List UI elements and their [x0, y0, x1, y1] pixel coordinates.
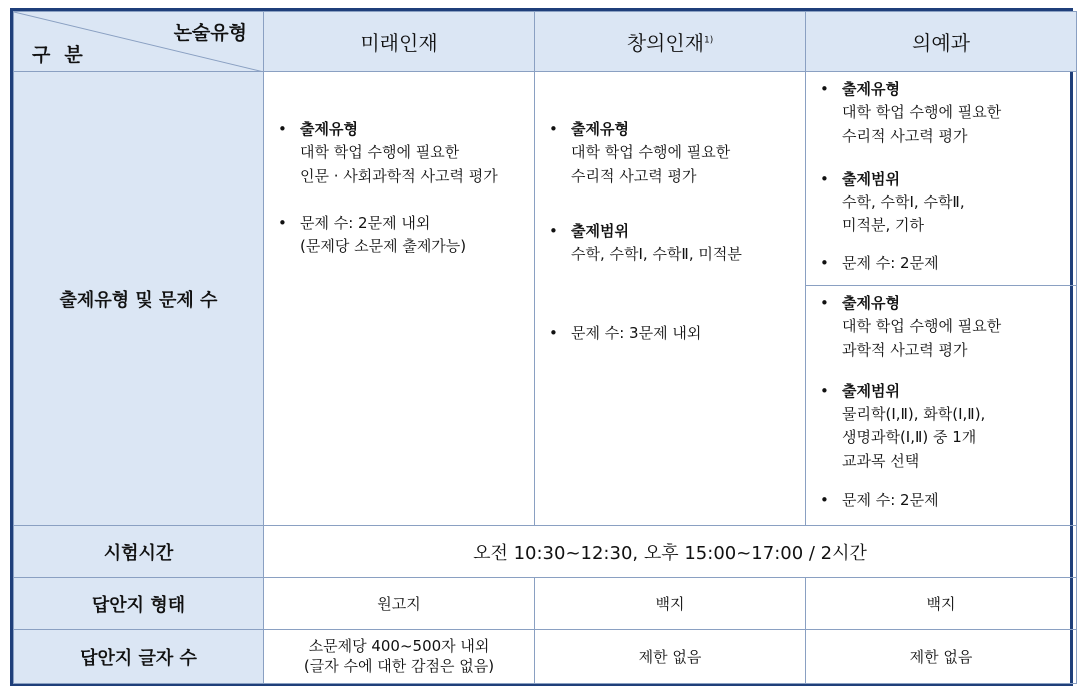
- future-talent-content: • 출제유형 대학 학업 수행에 필요한 인문 · 사회과학적 사고력 평가 • 문제 수: 2문제 내외 (문제당 소문제 출제가능): [264, 72, 535, 526]
- header-creative-talent: 창의인재$^{1)}$: [535, 12, 806, 72]
- admission-table-frame: [10, 8, 1073, 686]
- exam-time-value: 오전 10:30~12:30, 오후 15:00~17:00 / 2시간: [264, 526, 1077, 578]
- answer-chars-future: 소문제당 400~500자 내외 (글자 수에 대한 감점은 없음): [264, 630, 535, 684]
- answer-form-future: 원고지: [264, 578, 535, 630]
- medical-science-content: • 출제유형 대학 학업 수행에 필요한 과학적 사고력 평가 • 출제범위 물리학(Ⅰ,Ⅱ), 화학(Ⅰ,Ⅱ), 생명과학(Ⅰ,Ⅱ) 중 1개 교과목 선택 • 문제 수: 2문제: [806, 286, 1077, 526]
- answer-form-creative: 백지: [535, 578, 806, 630]
- header-medical-school: 의예과: [806, 12, 1077, 72]
- row-head-exam-time: 시험시간: [14, 526, 264, 578]
- answer-form-medical: 백지: [806, 578, 1077, 630]
- header-essay-type-label: 논술유형: [173, 22, 247, 44]
- row-head-type-count: 출제유형 및 문제 수: [14, 72, 264, 526]
- row-head-answer-chars: 답안지 글자 수: [14, 630, 264, 684]
- creative-talent-content: • 출제유형 대학 학업 수행에 필요한 수리적 사고력 평가 • 출제범위 수학, 수학Ⅰ, 수학Ⅱ, 미적분 • 문제 수: 3문제 내외: [535, 72, 806, 526]
- header-diagonal-cell: [14, 12, 264, 72]
- essay-type-table: [13, 11, 1077, 684]
- answer-chars-medical: 제한 없음: [806, 630, 1077, 684]
- row-head-answer-form: 답안지 형태: [14, 578, 264, 630]
- medical-math-content: • 출제유형 대학 학업 수행에 필요한 수리적 사고력 평가 • 출제범위 수학, 수학Ⅰ, 수학Ⅱ, 미적분, 기하 • 문제 수: 2문제: [806, 72, 1077, 286]
- header-category-label: 구분: [32, 44, 97, 66]
- answer-chars-creative: 제한 없음: [535, 630, 806, 684]
- header-future-talent: 미래인재: [264, 12, 535, 72]
